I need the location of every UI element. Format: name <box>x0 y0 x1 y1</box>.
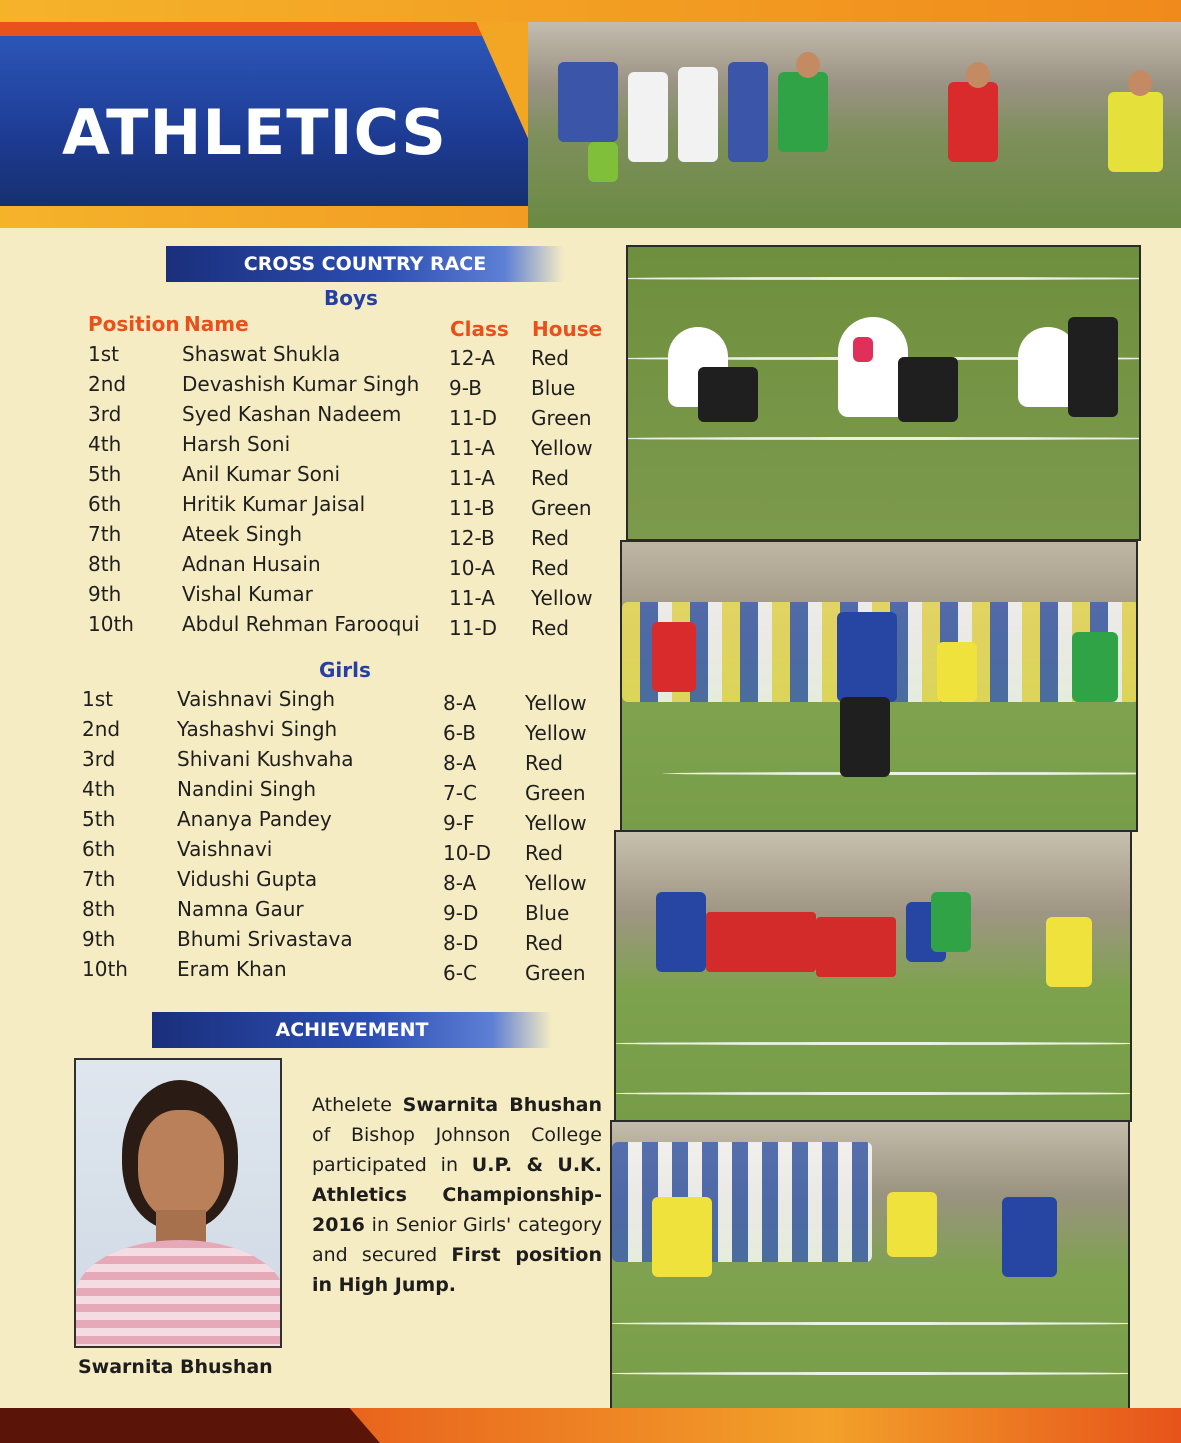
boys-name: Anil Kumar Soni <box>182 462 341 486</box>
girls-name: Vaishnavi <box>177 837 273 861</box>
boys-class: 11-A <box>449 436 495 460</box>
boys-class: 11-D <box>449 616 498 640</box>
boys-position: 4th <box>88 432 122 456</box>
girls-class: 8-A <box>443 871 477 895</box>
girls-name: Ananya Pandey <box>177 807 332 831</box>
boys-position: 8th <box>88 552 122 576</box>
boys-name: Syed Kashan Nadeem <box>182 402 402 426</box>
boys-name: Adnan Husain <box>182 552 321 576</box>
header-top-band <box>0 0 1181 22</box>
championship-name: U.P. & U.K. Athletics Championship-2016 <box>312 1154 602 1236</box>
col-house: House <box>532 317 603 341</box>
hero-photo-race <box>528 22 1181 228</box>
girls-position: 4th <box>82 777 116 801</box>
girls-house: Yellow <box>525 871 587 895</box>
boys-position: 7th <box>88 522 122 546</box>
girls-position: 6th <box>82 837 116 861</box>
page-title: ATHLETICS <box>62 96 447 169</box>
athlete-name: Swarnita Bhushan <box>402 1094 602 1116</box>
girls-house: Red <box>525 841 563 865</box>
achievement-text-3: in Senior Girls' category and secured <box>312 1214 602 1266</box>
girls-class: 9-D <box>443 901 479 925</box>
girls-class: 6-B <box>443 721 476 745</box>
boys-house: Blue <box>531 376 576 400</box>
girls-house: Yellow <box>525 721 587 745</box>
boys-position: 5th <box>88 462 122 486</box>
footer-dark-band <box>0 1408 380 1443</box>
girls-class: 8-A <box>443 691 477 715</box>
girls-name: Vidushi Gupta <box>177 867 318 891</box>
boys-house: Red <box>531 556 569 580</box>
girls-class: 9-F <box>443 811 475 835</box>
boys-house: Yellow <box>531 436 593 460</box>
girls-house: Red <box>525 931 563 955</box>
achievement-text <box>312 1090 602 1300</box>
boys-position: 6th <box>88 492 122 516</box>
photo-boys-race <box>620 540 1138 832</box>
girls-name: Bhumi Srivastava <box>177 927 353 951</box>
girls-position: 7th <box>82 867 116 891</box>
achievement-text-2: of Bishop Johnson College participated in <box>312 1124 602 1176</box>
girls-class: 7-C <box>443 781 477 805</box>
girls-class: 10-D <box>443 841 492 865</box>
girls-class: 8-A <box>443 751 477 775</box>
achievement-result: First position in High Jump. <box>312 1244 602 1296</box>
cross-country-heading: CROSS COUNTRY RACE <box>166 246 564 282</box>
boys-house: Green <box>531 406 592 430</box>
girls-position: 2nd <box>82 717 121 741</box>
photo-girls-race <box>614 830 1132 1122</box>
boys-name: Abdul Rehman Farooqui <box>182 612 420 636</box>
boys-name: Devashish Kumar Singh <box>182 372 420 396</box>
col-position: Position <box>88 312 180 336</box>
girls-position: 9th <box>82 927 116 951</box>
boys-class: 11-D <box>449 406 498 430</box>
boys-house: Red <box>531 346 569 370</box>
boys-class: 11-A <box>449 586 495 610</box>
boys-name: Harsh Soni <box>182 432 291 456</box>
girls-name: Eram Khan <box>177 957 287 981</box>
girls-name: Nandini Singh <box>177 777 317 801</box>
girls-name: Yashashvi Singh <box>177 717 338 741</box>
girls-heading: Girls <box>319 658 371 682</box>
boys-position: 10th <box>88 612 134 636</box>
girls-house: Green <box>525 781 586 805</box>
col-class: Class <box>450 317 509 341</box>
boys-class: 9-B <box>449 376 482 400</box>
boys-house: Red <box>531 466 569 490</box>
photo-girls-sprint <box>610 1120 1130 1414</box>
boys-heading: Boys <box>324 286 378 310</box>
boys-position: 2nd <box>88 372 127 396</box>
athlete-portrait <box>74 1058 282 1348</box>
boys-house: Green <box>531 496 592 520</box>
girls-class: 8-D <box>443 931 479 955</box>
boys-house: Yellow <box>531 586 593 610</box>
girls-position: 1st <box>82 687 113 711</box>
girls-class: 6-C <box>443 961 477 985</box>
portrait-caption: Swarnita Bhushan <box>78 1356 273 1378</box>
col-name: Name <box>184 312 249 336</box>
boys-class: 11-A <box>449 466 495 490</box>
girls-house: Blue <box>525 901 570 925</box>
boys-position: 1st <box>88 342 119 366</box>
page-header <box>0 0 1181 228</box>
girls-position: 5th <box>82 807 116 831</box>
achievement-heading: ACHIEVEMENT <box>152 1012 552 1048</box>
girls-position: 10th <box>82 957 128 981</box>
girls-name: Vaishnavi Singh <box>177 687 336 711</box>
boys-position: 9th <box>88 582 122 606</box>
boys-class: 12-A <box>449 346 495 370</box>
boys-name: Hritik Kumar Jaisal <box>182 492 366 516</box>
page-footer <box>0 1408 1181 1443</box>
achievement-text-1: Athelete <box>312 1094 403 1116</box>
header-red-band <box>0 22 560 36</box>
girls-name: Namna Gaur <box>177 897 304 921</box>
boys-name: Vishal Kumar <box>182 582 313 606</box>
boys-class: 11-B <box>449 496 495 520</box>
girls-house: Yellow <box>525 811 587 835</box>
girls-house: Red <box>525 751 563 775</box>
boys-name: Ateek Singh <box>182 522 303 546</box>
girls-position: 8th <box>82 897 116 921</box>
boys-position: 3rd <box>88 402 122 426</box>
boys-name: Shaswat Shukla <box>182 342 341 366</box>
boys-house: Red <box>531 526 569 550</box>
boys-class: 12-B <box>449 526 495 550</box>
girls-name: Shivani Kushvaha <box>177 747 354 771</box>
girls-house: Green <box>525 961 586 985</box>
boys-class: 10-A <box>449 556 495 580</box>
girls-house: Yellow <box>525 691 587 715</box>
boys-house: Red <box>531 616 569 640</box>
girls-position: 3rd <box>82 747 116 771</box>
photo-tying-shoes <box>626 245 1141 541</box>
